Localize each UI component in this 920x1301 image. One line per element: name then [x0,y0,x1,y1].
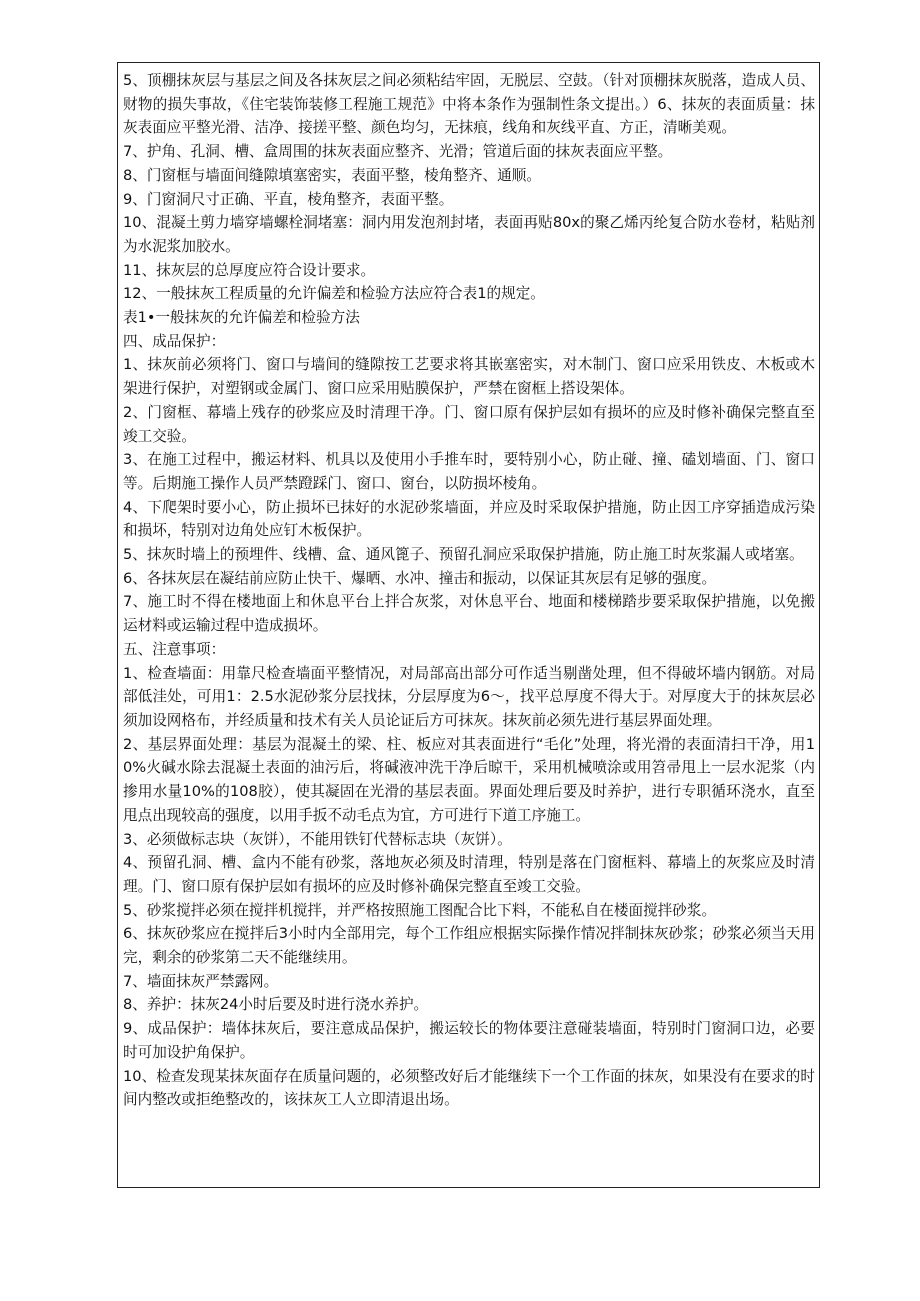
paragraph-item-5-ceiling: 5、顶棚抹灰层与基层之间及各抹灰层之间必须粘结牢固，无脱层、空鼓。（针对顶棚抹灰脱落，造成人员、财物的损失事故，《住宅装饰装修工程施工规范》中将本条作为强制性条文提出。）6、抹灰的表面质量：抹灰表面应平整光滑、洁净、接搓平整、颜色均匀，无抹痕，线角和灰线平直、方正，清晰美观。 [123,72,815,137]
notes-item-3: 3、必须做标志块（灰饼），不能用铁钉代替标志块（灰饼）。 [123,830,512,848]
protection-item-4: 4、下爬架时要小心，防止损坏已抹好的水泥砂浆墙面，并应及时采取保护措施，防止因工序穿插造成污染和损坏，特别对边角处应钉木板保护。 [123,498,815,540]
paragraph-item-9: 9、门窗洞尺寸正确、平直，棱角整齐，表面平整。 [123,190,454,208]
table-caption: 表1•一般抹灰的允许偏差和检验方法 [123,309,360,327]
paragraph-item-8: 8、门窗框与墙面间缝隙填塞密实，表面平整，棱角整齐、通顺。 [123,166,541,184]
notes-item-4: 4、预留孔洞、槽、盒内不能有砂浆，落地灰必须及时清理，特别是落在门窗框料、幕墙上的灰浆应及时清理。门、窗口原有保护层如有损坏的应及时修补确保完整直至竣工交验。 [123,854,815,895]
notes-item-1: 1、检查墙面：用靠尺检查墙面平整情况，对局部高出部分可作适当剔凿处理，但不得破坏墙内钢筋。对局部低洼处，可用1：2.5水泥砂浆分层找抹，分层厚度为6〜，找平总厚度不得大于。对厚度大于的抹灰层必须加设网格布，并经质量和技术有关人员论证后方可抹灰。抹灰前必须先进行基层界面处理。 [123,664,815,729]
notes-item-8: 8、养护：抹灰24小时后要及时进行浇水养护。 [123,996,429,1014]
protection-item-6: 6、各抹灰层在凝结前应防止快干、爆晒、水冲、撞击和振动，以保证其灰层有足够的强度。 [123,569,717,587]
notes-item-10: 10、检查发现某抹灰面存在质量问题的，必须整改好后才能继续下一个工作面的抹灰，如果没有在要求的时间内整改或拒绝整改的，该抹灰工人立即清退出场。 [123,1067,815,1109]
protection-item-2: 2、门窗框、幕墙上残存的砂浆应及时清理干净。门、窗口原有保护层如有损坏的应及时修补确保完整直至竣工交验。 [123,403,815,445]
protection-item-7: 7、施工时不得在楼地面上和休息平台上拌合灰浆，对休息平台、地面和楼梯踏步要采取保护措施，以免搬运材料或运输过程中造成损坏。 [123,593,815,635]
notes-item-9: 9、成品保护：墙体抹灰后，要注意成品保护，搬运较长的物体要注意碰装墙面，特别时门窗洞口边，必要时可加设护角保护。 [123,1020,815,1061]
paragraph-item-11: 11、抹灰层的总厚度应符合设计要求。 [123,261,376,279]
notes-item-6: 6、抹灰砂浆应在搅拌后3小时内全部用完，每个工作组应根据实际操作情况拌制抹灰砂浆；砂浆必须当天用完，剩余的砂浆第二天不能继续用。 [123,925,815,967]
notes-item-7: 7、墙面抹灰严禁露网。 [123,972,279,990]
paragraph-item-12: 12、一般抹灰工程质量的允许偏差和检验方法应符合表1的规定。 [123,285,545,303]
notes-item-5: 5、砂浆搅拌必须在搅拌机搅拌，并严格按照施工图配合比下料，不能私自在楼面搅拌砂浆。 [123,901,717,919]
section-heading-notes: 五、注意事项： [123,640,226,658]
document-frame [117,62,820,1188]
protection-item-1: 1、抹灰前必须将门、窗口与墙间的缝隙按工艺要求将其嵌塞密实，对木制门、窗口应采用铁皮、木板或木架进行保护，对塑钢或金属门、窗口应采用贴膜保护，严禁在窗框上搭设架体。 [123,356,815,398]
paragraph-item-7: 7、护角、孔洞、槽、盒周围的抹灰表面应整齐、光滑；管道后面的抹灰表面应平整。 [123,143,673,161]
notes-item-2: 2、基层界面处理：基层为混凝土的梁、柱、板应对其表面进行“毛化”处理，将光滑的表面清扫干净，用10%火碱水除去混凝土表面的油污后，将碱液冲洗干净后晾干，采用机械喷涂或用笤帚甩上一层水泥浆（内掺用水量10%的108胶），使其凝固在光滑的基层表面。界面处理后要及时养护，进行专职循环浇水，直至甩点出现较高的强度，以用手扳不动毛点为宜，方可进行下道工序施工。 [123,735,815,824]
protection-item-3: 3、在施工过程中，搬运材料、机具以及使用小手推车时，要特别小心，防止碰、撞、磕划墙面、门、窗口等。后期施工操作人员严禁蹬踩门、窗口、窗台，以防损坏棱角。 [123,451,815,492]
paragraph-item-10: 10、混凝土剪力墙穿墙螺栓洞堵塞：洞内用发泡剂封堵，表面再贴80x的聚乙烯丙纶复合防水卷材，粘贴剂为水泥浆加胶水。 [123,214,815,255]
section-heading-protection: 四、成品保护： [123,332,226,350]
protection-item-5: 5、抹灰时墙上的预埋件、线槽、盒、通风篦子、预留孔洞应采取保护措施，防止施工时灰浆漏人或堵塞。 [123,546,804,564]
